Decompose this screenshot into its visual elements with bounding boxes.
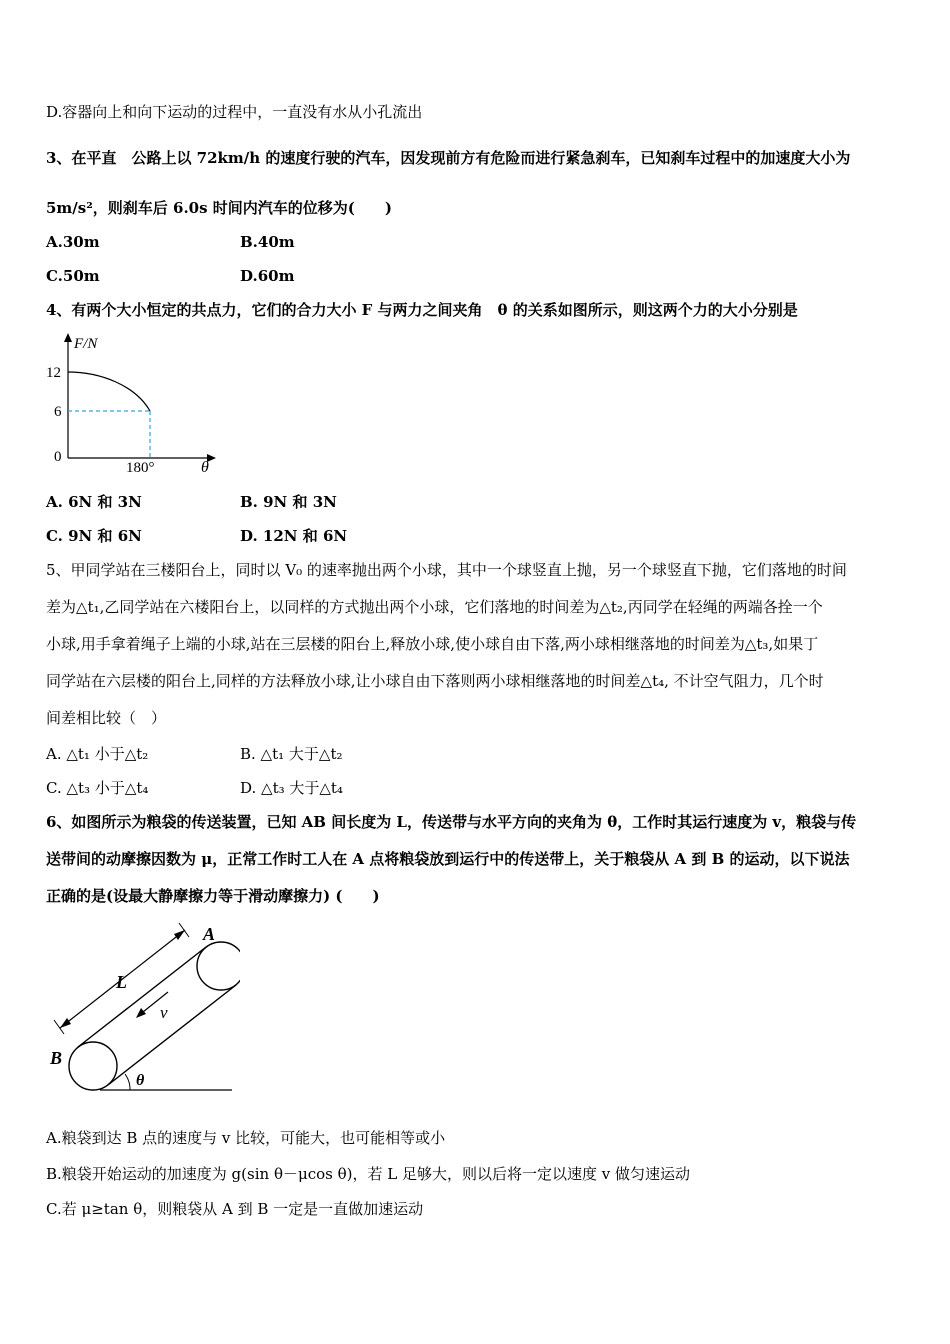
label-b: B (50, 1048, 63, 1068)
y-tick-12: 12 (46, 365, 61, 381)
q5-stem-line-3: 小球,用手拿着绳子上端的小球,站在三层楼的阳台上,释放小球,使小球自由下落,两小球相继落地的时间差为△t₃,如果丁 (46, 635, 819, 653)
q4-option-d: D. 12N 和 6N (240, 527, 348, 545)
q3-option-c: C.50m (46, 267, 100, 285)
q6-stem-line-1: 6、如图所示为粮袋的传送装置，已知 AB 间长度为 L，传送带与水平方向的夹角为 θ，工作时其运行速度为 v，粮袋与传 (46, 813, 857, 831)
q4-option-a: A. 6N 和 3N (46, 493, 142, 511)
q5-option-b: B. △t₁ 大于△t₂ (240, 745, 343, 763)
q3-stem-line-1: 3、在平直 公路上以 72km/h 的速度行驶的汽车，因发现前方有危险而进行紧急刹车，已知刹车过程中的加速度大小为 (46, 149, 851, 167)
y-axis-label: F/N (74, 336, 98, 352)
q5-stem-line-5: 间差相比较（ ） (46, 709, 167, 727)
velocity-arrowhead (136, 1008, 146, 1018)
q5-option-a: A. △t₁ 小于△t₂ (46, 745, 149, 763)
x-axis-label: θ (201, 459, 209, 476)
label-theta: θ (136, 1072, 145, 1089)
q6-conveyor-diagram (40, 918, 240, 1098)
origin-label: 0 (54, 449, 62, 465)
label-l: L (116, 972, 127, 992)
q4-option-b: B. 9N 和 3N (240, 493, 337, 511)
y-tick-6: 6 (54, 404, 62, 420)
dimension-arrow-lower (60, 1018, 71, 1028)
belt-top (78, 947, 206, 1047)
dimension-arrow-upper (174, 930, 185, 940)
x-tick-180: 180° (126, 460, 155, 476)
q4-option-c: C. 9N 和 6N (46, 527, 142, 545)
resultant-curve (68, 372, 150, 411)
q4-force-angle-graph (40, 330, 230, 480)
belt-bottom (108, 985, 236, 1085)
q-prev-option-d: D.容器向上和向下运动的过程中，一直没有水从小孔流出 (46, 103, 423, 121)
q3-option-a: A.30m (46, 233, 100, 251)
q6-stem-line-2: 送带间的动摩擦因数为 μ，正常工作时工人在 A 点将粮袋放到运行中的传送带上，关于粮袋从 A 到 B 的运动，以下说法 (46, 850, 850, 868)
q6-stem-line-3: 正确的是(设最大静摩擦力等于滑动摩擦力) ( ) (46, 887, 380, 905)
q5-stem-line-2: 差为△t₁,乙同学站在六楼阳台上，以同样的方式抛出两个小球，它们落地的时间差为△t₂,丙同学在轻绳的两端各拴一个 (46, 598, 823, 616)
q4-stem: 4、有两个大小恒定的共点力，它们的合力大小 F 与两力之间夹角 θ 的关系如图所示，则这两个力的大小分别是 (46, 301, 798, 319)
q3-option-d: D.60m (240, 267, 295, 285)
label-v: v (160, 1003, 168, 1022)
q5-stem-line-4: 同学站在六层楼的阳台上,同样的方法释放小球,让小球自由下落则两小球相继落地的时间差△t₄, 不计空气阻力，几个时 (46, 672, 824, 690)
q6-option-a: A.粮袋到达 B 点的速度与 v 比较，可能大，也可能相等或小 (46, 1129, 446, 1147)
q6-option-c: C.若 μ≥tan θ，则粮袋从 A 到 B 一定是一直做加速运动 (46, 1200, 424, 1218)
q5-option-c: C. △t₃ 小于△t₄ (46, 779, 149, 797)
q6-option-b: B.粮袋开始运动的加速度为 g(sin θ－μcos θ)，若 L 足够大，则以后将一定以速度 v 做匀速运动 (46, 1165, 691, 1183)
q5-option-d: D. △t₃ 大于△t₄ (240, 779, 343, 797)
q3-stem-line-2: 5m/s²，则刹车后 6.0s 时间内汽车的位移为( ) (46, 199, 392, 217)
y-axis-arrow (64, 333, 72, 342)
angle-arc (125, 1074, 130, 1090)
q5-stem-line-1: 5、甲同学站在三楼阳台上，同时以 V₀ 的速率抛出两个小球，其中一个球竖直上抛，另一个球竖直下抛，它们落地的时间 (46, 561, 847, 579)
label-a: A (203, 924, 216, 944)
q3-option-b: B.40m (240, 233, 295, 251)
